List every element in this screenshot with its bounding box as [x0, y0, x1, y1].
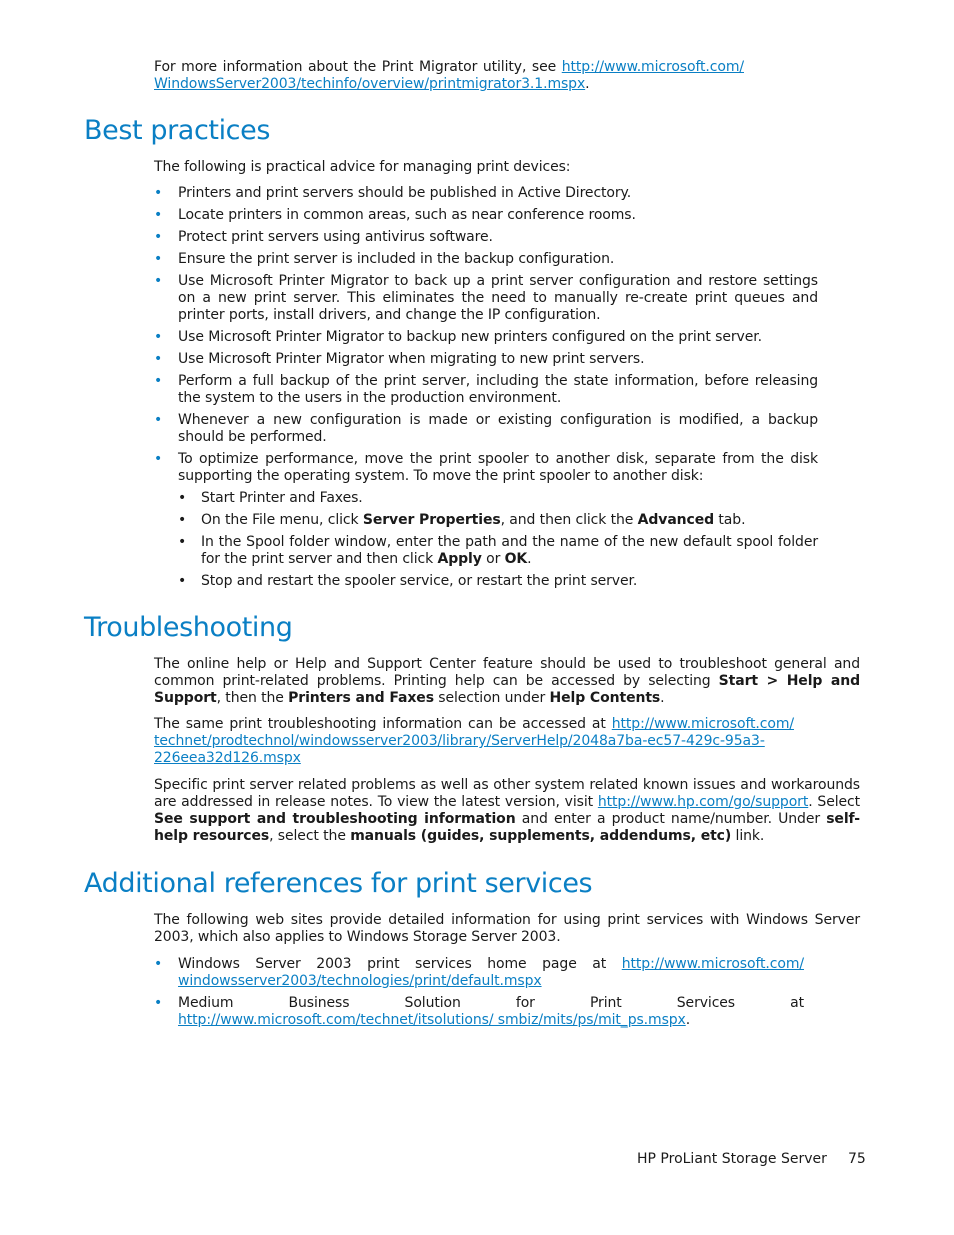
troubleshooting-paragraph-2: The same print troubleshooting information can be accessed at http://www.microsoft.com/ technet/prodtechnol/windowsserver2003/library/ServerHelp/2048a7ba-ec57-429c-95a3-226eea32d126.mspx — [154, 716, 794, 766]
bullet-icon: • — [154, 995, 163, 1011]
bullet-icon: • — [154, 956, 163, 972]
bullet-icon: • — [154, 185, 163, 201]
bullet-icon: • — [154, 412, 163, 428]
list-item: • Start Printer and Faxes. — [178, 490, 363, 506]
additional-references-list — [154, 956, 804, 1034]
best-practices-lead: The following is practical advice for managing print devices: — [154, 159, 571, 175]
list-item: • Protect print servers using antivirus software. — [154, 229, 493, 245]
list-item: • Stop and restart the spooler service, or restart the print server. — [178, 573, 638, 589]
best-practices-heading: Best practices — [84, 115, 271, 146]
troubleshooting-paragraph-3: Specific print server related problems as well as other system related known issues and workarounds are addressed in release notes. To view the latest version, visit http://www.hp.com/go/support. Select See support and troubleshooting information and enter a product name/number. Under self-help resources, select the manuals (guides, supplements, addendums, etc) link. — [154, 777, 860, 844]
intro-paragraph — [154, 59, 744, 93]
bullet-icon: • — [178, 490, 187, 506]
list-item: • Use Microsoft Printer Migrator to back up a print server configuration and restore settings on a new print server. This eliminates the need to manually re-create print queues and printer ports, install drivers, and change the IP configuration. — [154, 273, 818, 323]
list-item: • Windows Server 2003 print services home page at http://www.microsoft.com/ windowsserver2003/technologies/print/default.mspx — [154, 956, 804, 989]
print-services-home-link[interactable]: http://www.microsoft.com/ windowsserver2003/technologies/print/default.mspx — [178, 956, 804, 989]
list-item: • To optimize performance, move the print spooler to another disk, separate from the disk supporting the operating system. To move the print spooler to another disk: • Start Printer and Faxes. • On the File menu, click Server Properties, and then click the Advanced tab. • In the Spool folder window, enter the path and the name of the new default spool folder for the print server and then click Apply or OK. • Stop and restart the spooler service, or restart the print server. — [154, 451, 818, 589]
list-item: • Whenever a new configuration is made or existing configuration is modified, a backup should be performed. — [154, 412, 818, 445]
list-item: • Printers and print servers should be published in Active Directory. — [154, 185, 632, 201]
list-item: • On the File menu, click Server Properties, and then click the Advanced tab. — [178, 512, 746, 528]
bullet-icon: • — [178, 573, 187, 589]
print-migrator-link[interactable]: http://www.microsoft.com/ WindowsServer2003/techinfo/overview/printmigrator3.1.mspx — [154, 59, 744, 92]
list-item: • Ensure the print server is included in the backup configuration. — [154, 251, 615, 267]
bullet-icon: • — [154, 329, 163, 345]
bullet-icon: • — [154, 273, 163, 289]
list-item: • Use Microsoft Printer Migrator to backup new printers configured on the print server. — [154, 329, 762, 345]
intro-text: For more information about the Print Migrator utility, see — [154, 59, 562, 75]
intro-period: . — [585, 76, 590, 92]
bullet-icon: • — [154, 351, 163, 367]
footer-title: HP ProLiant Storage Server — [637, 1151, 827, 1167]
additional-references-lead: The following web sites provide detailed information for using print services with Windows Server 2003, which also applies to Windows Storage Server 2003. — [154, 912, 860, 945]
list-item: • Locate printers in common areas, such as near conference rooms. — [154, 207, 636, 223]
bullet-icon: • — [178, 512, 187, 528]
list-item: • In the Spool folder window, enter the path and the name of the new default spool folder for the print server and then click Apply or OK. — [178, 534, 818, 567]
troubleshooting-heading: Troubleshooting — [84, 612, 293, 643]
bullet-icon: • — [154, 229, 163, 245]
medium-business-solution-link[interactable]: http://www.microsoft.com/technet/itsolutions/ smbiz/mits/ps/mit_ps.mspx — [178, 1012, 686, 1028]
list-item: • Use Microsoft Printer Migrator when migrating to new print servers. — [154, 351, 645, 367]
list-item: • Medium Business Solution for Print Services at http://www.microsoft.com/technet/itsolutions/ smbiz/mits/ps/mit_ps.mspx. — [154, 995, 804, 1028]
additional-references-heading: Additional references for print services — [84, 868, 593, 899]
bullet-icon: • — [154, 451, 163, 467]
bullet-icon: • — [178, 534, 187, 550]
bullet-icon: • — [154, 373, 163, 389]
spooler-steps-list — [178, 490, 818, 590]
page-number: 75 — [848, 1151, 866, 1167]
best-practices-list — [154, 185, 818, 595]
list-item: • Perform a full backup of the print server, including the state information, before releasing the system to the users in the production environment. — [154, 373, 818, 406]
bullet-icon: • — [154, 251, 163, 267]
bullet-icon: • — [154, 207, 163, 223]
microsoft-technet-link[interactable]: http://www.microsoft.com/ technet/prodtechnol/windowsserver2003/library/ServerHelp/2048a7ba-ec57-429c-95a3-226eea32d126.mspx — [154, 716, 794, 766]
troubleshooting-paragraph-1: The online help or Help and Support Center feature should be used to troubleshoot general and common print-related problems. Printing help can be accessed by selecting Start > Help and Support, then the Printers and Faxes selection under Help Contents. — [154, 656, 860, 706]
hp-support-link[interactable]: http://www.hp.com/go/support — [597, 794, 809, 810]
